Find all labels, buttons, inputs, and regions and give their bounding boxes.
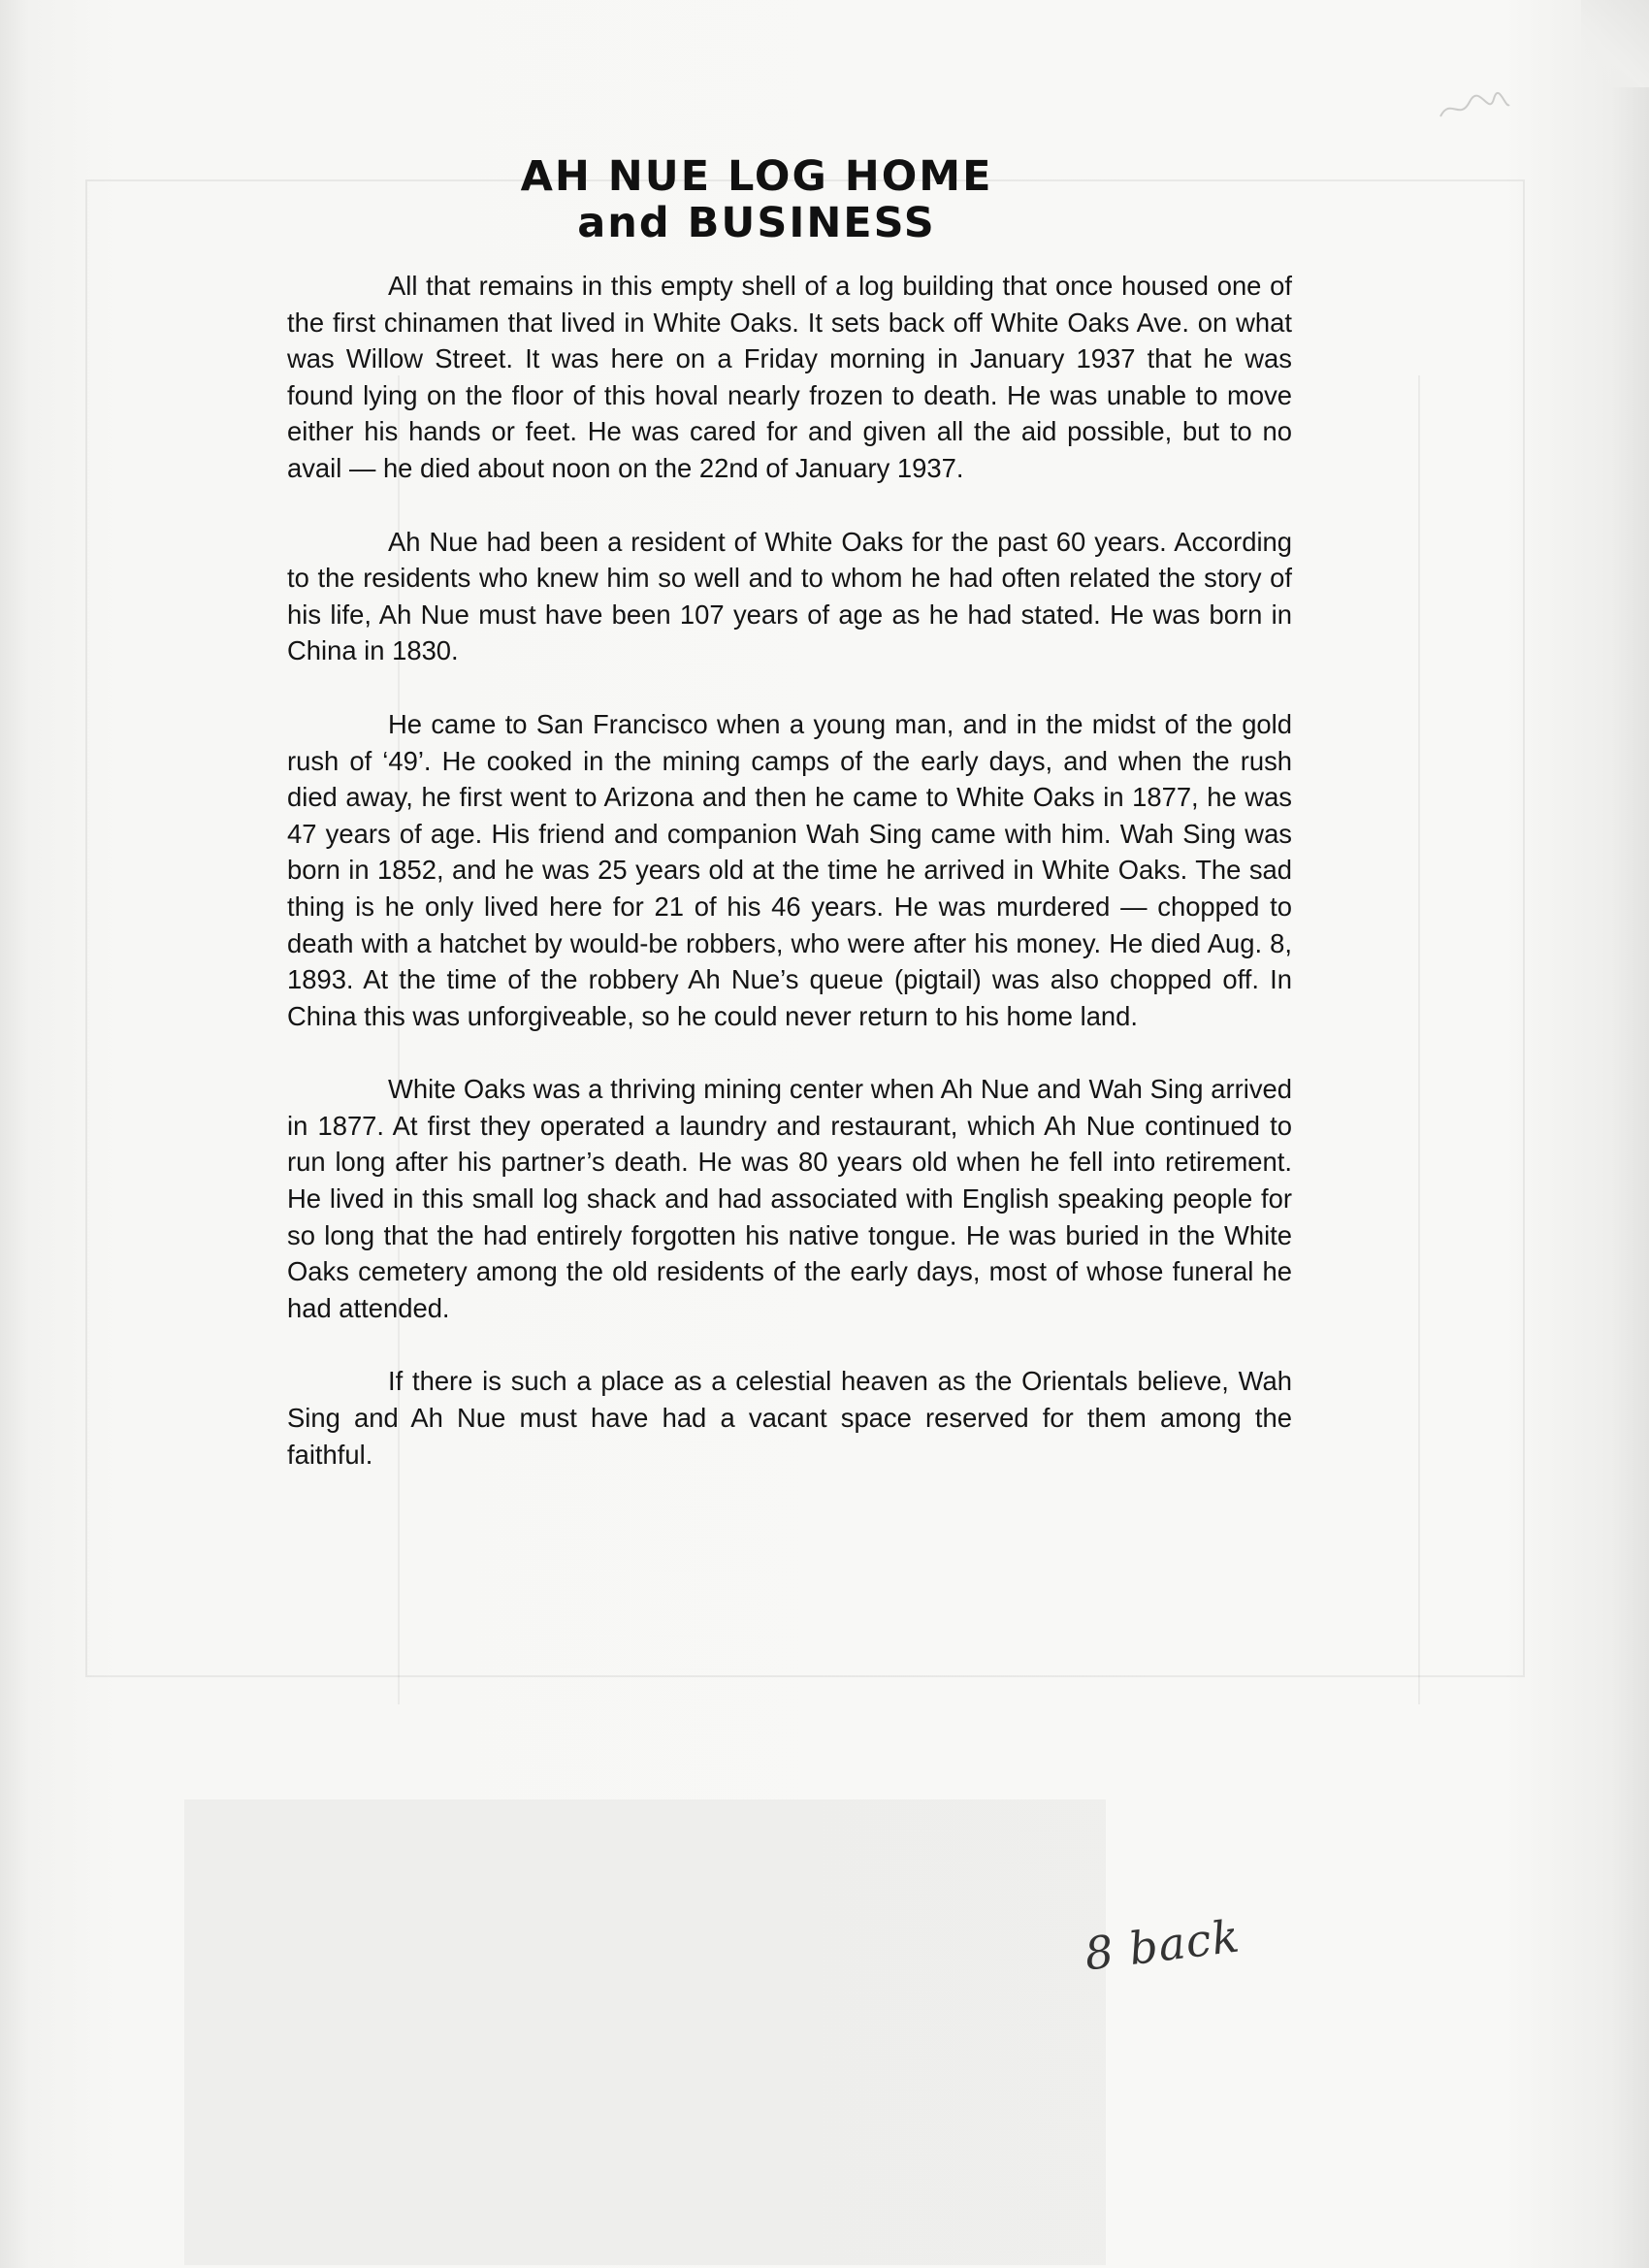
- paragraph-4: [287, 1071, 1292, 1326]
- title-line-1: AH NUE LOG HOME: [520, 152, 993, 201]
- paragraph-3: [287, 706, 1292, 1034]
- paragraph-5-text: If there is such a place as a celestial heaven as the Orientals believe, Wah Sing and Ah Nue must have had a vacant space reserved for them among the faithful.: [287, 1366, 1292, 1470]
- paragraph-2: [287, 524, 1292, 669]
- paragraph-3-text: He came to San Francisco when a young man, and in the midst of the gold rush of ‘49’. He cooked in the mining camps of the early days, and when the rush died away, he first went to Arizona and then he came to White Oaks in 1877, he was 47 years of age. His friend and companion Wah Sing came with him. Wah Sing was born in 1852, and he was 25 years old at the time he arrived in White Oaks. The sad thing is he only lived here for 21 of his 46 years. He was murdered — chopped to death with a hatchet by would-be robbers, who were after his money. He died Aug. 8, 1893. At the time of the robbery Ah Nue’s queue (pigtail) was also chopped off. In China this was unforgiveable, so he could never return to his home land.: [287, 708, 1292, 1031]
- title-line-2: and BUSINESS: [577, 199, 936, 247]
- bleed-through-photo: [184, 1799, 1106, 2265]
- article-body: [287, 268, 1292, 1473]
- paragraph-1-text: All that remains in this empty shell of a log building that once housed one of the first chinamen that lived in White Oaks. It sets back off White Oaks Ave. on what was Willow Street. It was here on a Friday morning in January 1937 that he was found lying on the floor of this hoval nearly frozen to death. He was unable to move either his hands or feet. He was cared for and given all the aid possible, but to no avail — he died about noon on the 22nd of January 1937.: [287, 271, 1292, 483]
- pencil-scribble-icon: [1436, 87, 1513, 126]
- page-title: [340, 153, 1174, 246]
- paragraph-2-text: Ah Nue had been a resident of White Oaks for the past 60 years. According to the residents who knew him so well and to whom he had often related the story of his life, Ah Nue must have been 107 years of age as he had stated. He was born in China in 1830.: [287, 526, 1292, 666]
- page-crease: [1581, 0, 1649, 87]
- paragraph-4-text: White Oaks was a thriving mining center when Ah Nue and Wah Sing arrived in 1877. At first they operated a laundry and restaurant, which Ah Nue continued to run long after his partner’s death. He was 80 years old when he fell into retirement. He lived in this small log shack and had associated with English speaking people for so long that the had entirely forgotten his native tongue. He was buried in the White Oaks cemetery among the old residents of the early days, most of whose funeral he had attended.: [287, 1074, 1292, 1323]
- paragraph-1: [287, 268, 1292, 487]
- paragraph-5: [287, 1363, 1292, 1473]
- handwritten-note: 8 back: [1082, 1909, 1244, 1981]
